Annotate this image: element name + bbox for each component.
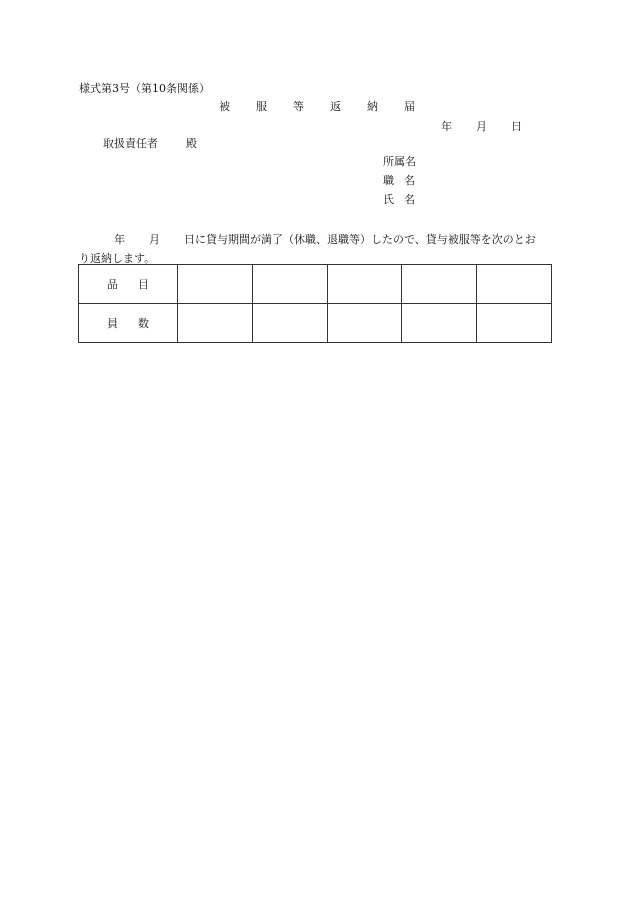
- table-cell[interactable]: [477, 265, 552, 304]
- row-header-count: 員数: [79, 304, 178, 343]
- table-cell[interactable]: [327, 265, 402, 304]
- table-cell[interactable]: [402, 265, 477, 304]
- addressee-label: 取扱責任者: [103, 137, 158, 150]
- submitter-fields: [383, 155, 425, 212]
- statement-line-1: [79, 230, 553, 249]
- table-cell[interactable]: [178, 304, 253, 343]
- table-row-items: [79, 265, 552, 304]
- row-header-items: 品目: [79, 265, 178, 304]
- name-label: 氏名: [383, 193, 425, 206]
- statement-month: 月: [149, 233, 160, 246]
- statement-year: 年: [114, 233, 125, 246]
- position-label: 職名: [383, 174, 425, 187]
- addressee-suffix: 殿: [186, 137, 197, 150]
- date-line: 年月日: [441, 120, 546, 133]
- table-cell[interactable]: [327, 304, 402, 343]
- department-label: 所属名: [383, 155, 416, 168]
- return-statement: [79, 230, 553, 268]
- table-row-count: [79, 304, 552, 343]
- form-title: 被服等返納届: [219, 100, 441, 113]
- table-cell[interactable]: [252, 265, 327, 304]
- table-cell[interactable]: [178, 265, 253, 304]
- addressee: [103, 137, 197, 150]
- statement-line-2: り返納します。: [79, 252, 156, 265]
- form-number: 様式第3号（第10条関係）: [79, 82, 210, 95]
- items-table: [78, 264, 552, 343]
- table-cell[interactable]: [402, 304, 477, 343]
- statement-text: 日に貸与期間が満了（休職、退職等）したので、貸与被服等を次のとお: [184, 233, 536, 246]
- table-cell[interactable]: [477, 304, 552, 343]
- table-cell[interactable]: [252, 304, 327, 343]
